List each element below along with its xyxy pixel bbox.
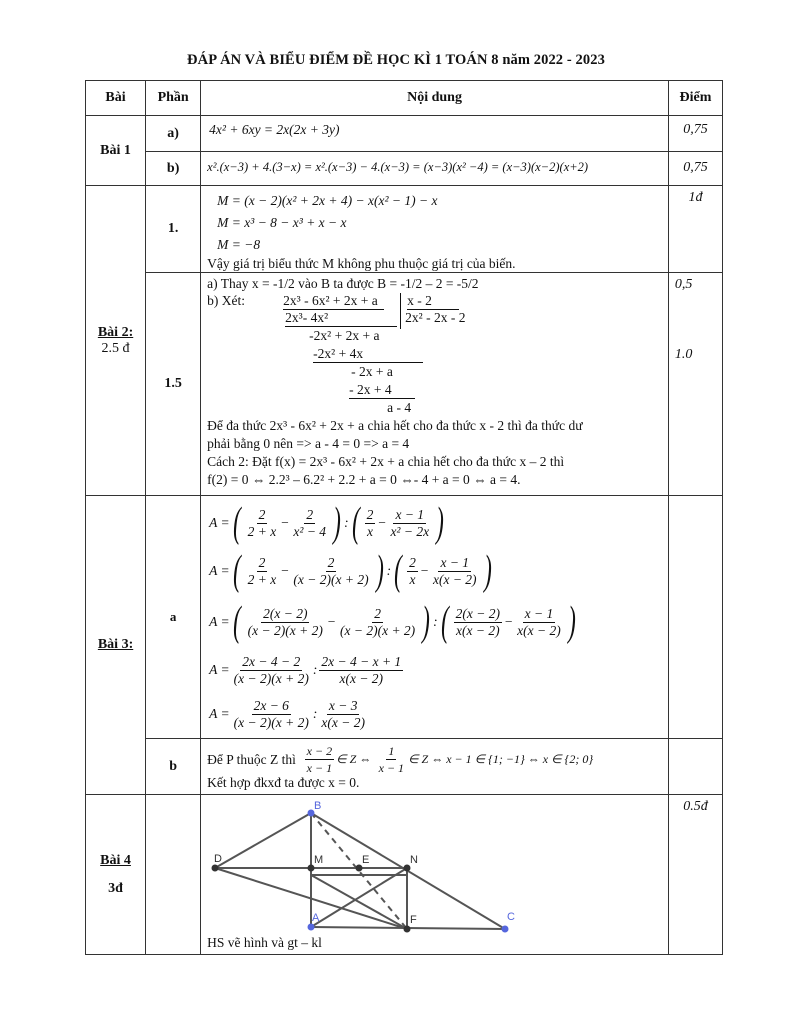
geometry-figure <box>201 795 668 935</box>
bai2-text3: Cách 2: Đặt f(x) = 2x³ - 6x² + 2x + a chia hết cho đa thức x – 2 thì <box>207 454 565 469</box>
bai2-m-line1: M = (x − 2)(x² + 2x + 4) − x(x² − 1) − x <box>217 193 438 208</box>
division-rem3: a - 4 <box>387 400 412 415</box>
bai3-label: Bài 3: <box>97 637 134 652</box>
page-title: ĐÁP ÁN VÀ BIỂU ĐIỂM ĐỀ HỌC KÌ 1 TOÁN 8 năm 2022 - 2023 <box>187 52 605 68</box>
table-header-row <box>86 81 723 116</box>
division-step2: -2x² + 4x <box>313 346 423 363</box>
bai2-a-line: a) Thay x = -1/2 vào B ta được B = -1/2 – 2 = -5/2 <box>207 276 479 291</box>
bai2-m-line2: M = x³ − 8 − x³ + x − x <box>217 215 347 230</box>
bai3-b-conclusion: Kết hợp đkxđ ta được x = 0. <box>207 775 360 790</box>
division-dividend: 2x³ - 6x² + 2x + a <box>283 293 384 310</box>
bai2-label: Bài 2: <box>97 324 134 340</box>
header-phan: Phần <box>146 81 201 116</box>
bai1-a-score: 0,75 <box>683 122 708 137</box>
division-rem1: -2x² + 2x + a <box>309 328 380 343</box>
label-D: D <box>214 853 223 865</box>
division-step3: - 2x + 4 <box>349 382 415 399</box>
bai3-b-label: b <box>146 739 201 795</box>
bai3-line3: A = ( $\frac{2(x - 2)}{(x - 2)(x + 2)}$ − $\frac{2}{(x - 2)(x + 2)}$ ) : ( $\frac{2(x - 2)}{x(x - 2)}$ − $\frac{x - 1}{x(x - 2)}$ ) <box>209 599 576 645</box>
point-F <box>404 926 411 933</box>
bai4-row <box>86 795 723 955</box>
bai2-score-a: 0,5 <box>674 277 693 292</box>
bai1-b-label: b) <box>146 152 201 186</box>
bai3-row-a <box>86 496 723 739</box>
bai3-a-label: a <box>146 496 201 739</box>
bai1-a-expr: 4x² + 6xy = 2x(2x + 3y) <box>209 122 340 137</box>
label-F: F <box>410 914 417 926</box>
label-E: E <box>362 854 370 866</box>
label-B: B <box>314 800 322 812</box>
header-bai: Bài <box>86 81 146 116</box>
point-D <box>212 865 219 872</box>
point-C <box>502 926 509 933</box>
bai3-line4: A = $\frac{2x - 4 - 2}{(x - 2)(x + 2)}$ : $\frac{2x - 4 - x + 1}{x(x - 2)}$ <box>209 653 402 686</box>
bai3-line1: A = ( $\frac{2}{2 + x}$ − $\frac{2}{\text{x² − 4}}$ ) : ( $\frac{2}{x}$ − $\frac{x - 1}{\text{x² − 2x}}$ ) <box>209 500 444 546</box>
bai2-score-b: 1.0 <box>674 347 693 362</box>
bai3-row-b <box>86 739 723 795</box>
bai2-text4: f(2) = 0 ⇔ 2.2³ – 6.2² + 2.2 + a = 0 ⇔- 4 + a = 0 ⇔ a = 4. <box>207 472 521 487</box>
bai2-text1: Để đa thức 2x³ - 6x² + 2x + a chia hết cho đa thức x - 2 thì đa thức dư <box>207 418 583 433</box>
division-rem2: - 2x + a <box>351 364 393 379</box>
bai1-b-expr: x².(x−3) + 4.(3−x) = x².(x−3) − 4.(x−3) = (x−3)(x² −4) = (x−3)(x−2)(x+2) <box>207 160 589 174</box>
bai4-label: Bài 4 <box>100 852 131 868</box>
division-step1: 2x³- 4x² <box>285 310 397 327</box>
bai2-m-line3: M = −8 <box>217 237 261 252</box>
division-divisor: x - 2 <box>407 293 459 310</box>
bai1-label: Bài 1 <box>86 116 146 186</box>
segment-AN <box>311 868 407 927</box>
bai1-row-b <box>86 152 723 186</box>
label-A: A <box>312 912 320 924</box>
division-quotient: 2x² - 2x - 2 <box>405 310 466 325</box>
bai2-p2-label: 1.5 <box>146 273 201 496</box>
bai1-row-a <box>86 116 723 152</box>
bai2-text2: phải bằng 0 nên => a - 4 = 0 => a = 4 <box>207 436 410 451</box>
answer-table <box>85 80 723 955</box>
bai2-b-label: b) Xét: <box>207 293 246 308</box>
header-noidung: Nội dung <box>201 81 669 116</box>
bai2-p1-score: 1đ <box>688 190 703 205</box>
bai2-p1-conclusion: Vậy giá trị biểu thức M không phu thuộc giá trị của biến. <box>207 256 516 271</box>
bai2-points: 2.5 đ <box>101 340 130 356</box>
label-C: C <box>507 911 516 923</box>
bai4-points: 3đ <box>108 880 123 896</box>
label-M: M <box>314 854 324 866</box>
bai3-b-line: Để P thuộc Z thì $\frac{x - 2}{x - 1}$ ∈ Z ⇔ $\frac{1}{x - 1}$ ∈ Z ⇔ x − 1 ∈ {1; −1} ⇔ x ∈ {2; 0} <box>207 744 594 775</box>
segment-MF <box>311 875 407 929</box>
bai3-line5: A = $\frac{2x - 6}{(x - 2)(x + 2)}$ : $\frac{x - 3}{x(x - 2)}$ <box>209 697 365 730</box>
bai4-score: 0.5đ <box>683 799 708 814</box>
segment-DB <box>215 813 311 868</box>
label-N: N <box>410 854 419 866</box>
bai2-row-1 <box>86 186 723 273</box>
bai3-line2: A = ( $\frac{2}{2 + x}$ − $\frac{2}{(x - 2)(x + 2)}$ ) : ( $\frac{2}{x}$ − $\frac{x - 1}{x(x - 2)}$ ) <box>209 548 492 594</box>
division-bar <box>400 293 401 329</box>
bai1-b-score: 0,75 <box>683 160 708 175</box>
bai4-caption: HS vẽ hình và gt – kl <box>207 935 322 950</box>
bai2-p1-label: 1. <box>146 186 201 273</box>
bai2-row-2 <box>86 273 723 496</box>
bai1-a-label: a) <box>146 116 201 152</box>
point-A <box>308 924 315 931</box>
header-diem: Điểm <box>668 81 722 116</box>
